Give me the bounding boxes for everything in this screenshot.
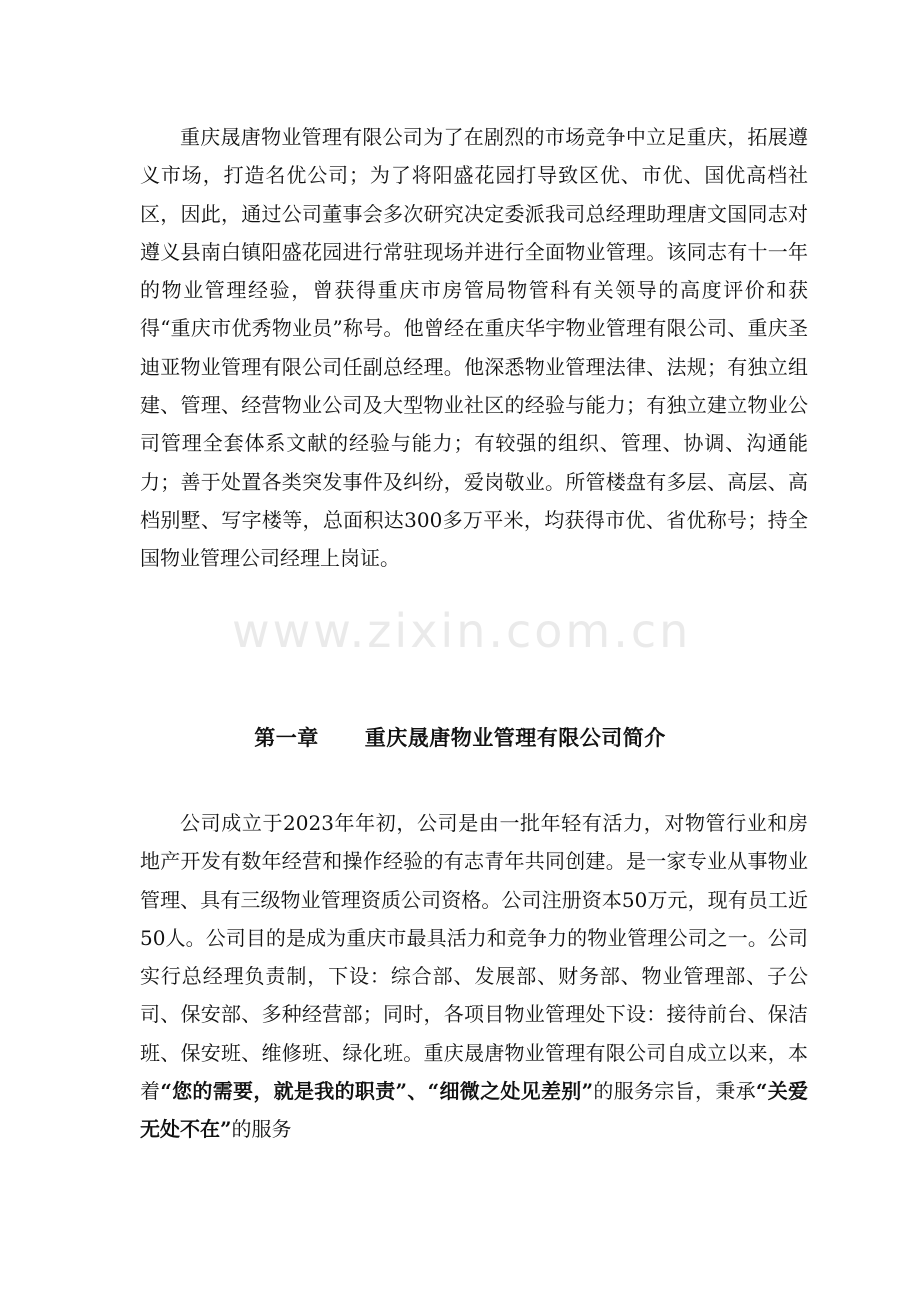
watermark: www.zixin.com.cn (232, 604, 692, 658)
chapter-title: 重庆晟唐物业管理有限公司简介 (364, 725, 666, 750)
motto-separator: 、 (407, 1079, 428, 1104)
profile-text-2: 的服务宗旨，秉承 (593, 1079, 756, 1104)
intro-paragraph: 重庆晟唐物业管理有限公司为了在剧烈的市场竞争中立足重庆，拓展遵义市场，打造名优公司；为了将阳盛花园打导致区优、市优、国优高档社区，因此，通过公司董事会多次研究决定委派我司总经理助理唐文国同志对遵义县南白镇阳盛花园进行常驻现场并进行全面物业管理。该同志有十一年的物业管理经验，曾获得重庆市房管局物管科有关领导的高度评价和获得“重庆市优秀物业员”称号。他曾经在重庆华宇物业管理有限公司、重庆圣迪亚物业管理有限公司任副总经理。他深悉物业管理法律、法规；有独立组建、管理、经营物业公司及大型物业社区的经验与能力；有独立建立物业公司管理全套体系文献的经验与能力；有较强的组织、管理、协调、沟通能力；善于处置各类突发事件及纠纷，爱岗敬业。所管楼盘有多层、高层、高档别墅、写字楼等，总面积达300多万平米，均获得市优、省优称号；持全国物业管理公司经理上岗证。 (140, 125, 808, 571)
motto-details: “细微之处见差别” (427, 1079, 594, 1104)
profile-text: 公司成立于2023年年初，公司是由一批年轻有活力，对物管行业和房地产开发有数年经营和操作经验的有志青年共同创建。是一家专业从事物业管理、具有三级物业管理资质公司资格。公司注册资本50万元，现有员工近50人。公司目的是成为重庆市最具活力和竞争力的物业管理公司之一。公司实行总经理负责制，下设：综合部、发展部、财务部、物业管理部、子公司、保安部、多种经营部；同时，各项目物业管理处下设：接待前台、保洁班、保安班、维修班、绿化班。重庆晟唐物业管理有限公司自成立以来，本着 (140, 811, 808, 1104)
motto-needs-duty: “您的需要，就是我的职责” (160, 1079, 408, 1104)
motto-care: “关爱无处不在” (140, 1079, 809, 1142)
chapter-heading (0, 722, 920, 752)
profile-text-3: 的服务 (231, 1117, 292, 1142)
chapter-number: 第一章 (254, 725, 319, 750)
company-profile-paragraph (140, 804, 808, 1149)
